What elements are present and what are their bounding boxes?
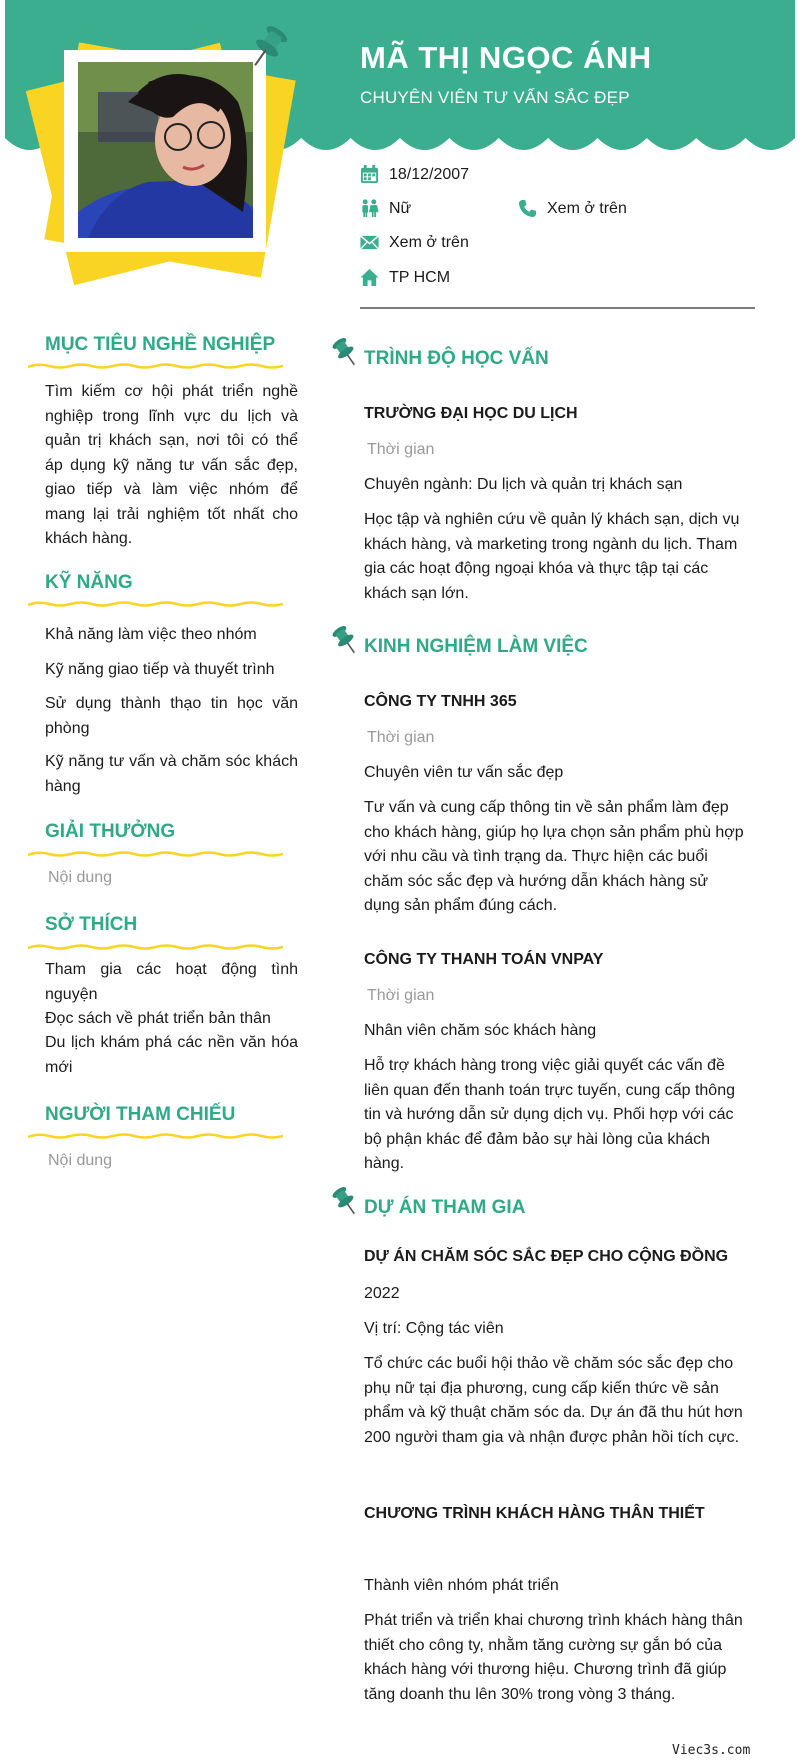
school-name: TRƯỜNG ĐẠI HỌC DU LỊCH — [364, 405, 578, 422]
gender-value: Nữ — [389, 199, 412, 217]
email-value[interactable]: Xem ở trên — [389, 233, 469, 251]
gender-icon — [360, 199, 379, 218]
education-time[interactable]: Thời gian — [367, 441, 435, 458]
candidate-name: MÃ THỊ NGỌC ÁNH — [360, 40, 652, 75]
home-icon — [360, 268, 379, 287]
skills-heading: KỸ NĂNG — [45, 572, 133, 593]
pushpin-icon — [330, 624, 358, 658]
hobbies-heading: SỞ THÍCH — [45, 914, 138, 935]
awards-heading: GIẢI THƯỞNG — [45, 821, 176, 842]
pushpin-icon — [250, 24, 290, 74]
contact-address — [360, 268, 450, 287]
watermark: Viec3s.com — [672, 1743, 751, 1758]
contact-phone — [518, 199, 627, 218]
pushpin-icon — [330, 1185, 358, 1219]
contact-birthday — [360, 165, 469, 184]
job-time[interactable]: Thời gian — [367, 729, 435, 746]
objective-text: Tìm kiếm cơ hội phát triển nghề nghiệp trong lĩnh vực du lịch và quản trị khách sạn, nơi tôi có thể áp dụng kỹ năng tư vấn sắc đẹp, giao tiếp và làm việc nhóm để mang lại trải nghiệm tốt nhất cho khách hàng. — [45, 383, 298, 547]
experience-heading: KINH NGHIỆM LÀM VIỆC — [364, 636, 588, 657]
job-company: CÔNG TY TNHH 365 — [364, 693, 517, 710]
skill-item: Kỹ năng tư vấn và chăm sóc khách hàng — [45, 753, 298, 795]
avatar — [78, 62, 253, 238]
heading-underline — [28, 849, 283, 859]
project-position: Thành viên nhóm phát triển — [364, 1577, 559, 1594]
candidate-role: CHUYÊN VIÊN TƯ VẤN SẮC ĐẸP — [360, 88, 630, 107]
education-desc: Học tập và nghiên cứu về quản lý khách sạn, dịch vụ khách hàng, và marketing trong ngành du lịch. Tham gia các hoạt động ngoại khóa và thực tập tại các khách sạn lớn. — [364, 511, 740, 602]
project-name: CHƯƠNG TRÌNH KHÁCH HÀNG THÂN THIẾT — [364, 1505, 705, 1522]
email-icon — [360, 233, 379, 252]
heading-underline — [28, 1131, 283, 1141]
job-desc: Tư vấn và cung cấp thông tin về sản phẩm làm đẹp cho khách hàng, giúp họ lựa chọn sản phẩm phù hợp với nhu cầu và tình trạng da. Thực hiện các buổi chăm sóc sắc đẹp và hướng dẫn khách hàng sử dụng sản phẩm đúng cách. — [364, 799, 744, 914]
projects-heading: DỰ ÁN THAM GIA — [364, 1197, 526, 1218]
job-position: Chuyên viên tư vấn sắc đẹp — [364, 764, 564, 781]
birthday-value: 18/12/2007 — [389, 165, 470, 183]
job-position: Nhân viên chăm sóc khách hàng — [364, 1022, 597, 1039]
contact-gender — [360, 199, 411, 218]
project-desc: Tổ chức các buổi hội thảo về chăm sóc sắc đẹp cho phụ nữ tại địa phương, cung cấp kiến thức về sản phẩm và kỹ thuật chăm sóc da. Dự án đã thu hút hơn 200 người tham gia và nhận được phản hồi tích cực. — [364, 1355, 743, 1446]
job-time[interactable]: Thời gian — [367, 987, 435, 1004]
project-desc: Phát triển và triển khai chương trình khách hàng thân thiết cho công ty, nhằm tăng cường sự gắn bó của khách hàng với thương hiệu. Chương trình đã giúp tăng doanh thu lên 30% trong vòng 3 tháng. — [364, 1612, 743, 1703]
phone-icon — [518, 199, 537, 218]
heading-underline — [28, 599, 283, 609]
references-placeholder[interactable]: Nội dung — [48, 1152, 113, 1169]
job-desc: Hỗ trợ khách hàng trong việc giải quyết các vấn đề liên quan đến thanh toán trực tuyến, cung cấp thông tin và hướng dẫn sử dụng dịch vụ. Phối hợp với các bộ phận khác để đảm bảo sự hài lòng của khách hàng. — [364, 1057, 735, 1172]
objective-heading: MỤC TIÊU NGHỀ NGHIỆP — [45, 334, 276, 355]
project-position: Vị trí: Cộng tác viên — [364, 1320, 504, 1337]
skill-item: Khả năng làm việc theo nhóm — [45, 626, 257, 643]
phone-value[interactable]: Xem ở trên — [547, 199, 627, 217]
education-heading: TRÌNH ĐỘ HỌC VẤN — [364, 348, 549, 369]
project-name: DỰ ÁN CHĂM SÓC SẮC ĐẸP CHO CỘNG ĐỒNG — [364, 1248, 729, 1265]
pushpin-icon — [330, 336, 358, 370]
job-company: CÔNG TY THANH TOÁN VNPAY — [364, 951, 604, 968]
education-major: Chuyên ngành: Du lịch và quản trị khách sạn — [364, 476, 683, 493]
heading-underline — [28, 361, 283, 371]
project-year: 2022 — [364, 1285, 400, 1302]
skill-item: Sử dụng thành thạo tin học văn phòng — [45, 695, 298, 737]
awards-placeholder[interactable]: Nội dung — [48, 869, 113, 886]
contact-email — [360, 233, 469, 252]
hobby-item: Du lịch khám phá các nền văn hóa mới — [45, 1034, 298, 1076]
skill-item: Kỹ năng giao tiếp và thuyết trình — [45, 661, 275, 678]
hobby-item: Đọc sách về phát triển bản thân — [45, 1010, 271, 1027]
references-heading: NGƯỜI THAM CHIẾU — [45, 1104, 236, 1125]
heading-underline — [28, 942, 283, 952]
contact-divider — [360, 307, 755, 309]
address-value: TP HCM — [389, 268, 451, 286]
hobby-item: Tham gia các hoạt động tình nguyện — [45, 961, 298, 1003]
calendar-icon — [360, 165, 379, 184]
